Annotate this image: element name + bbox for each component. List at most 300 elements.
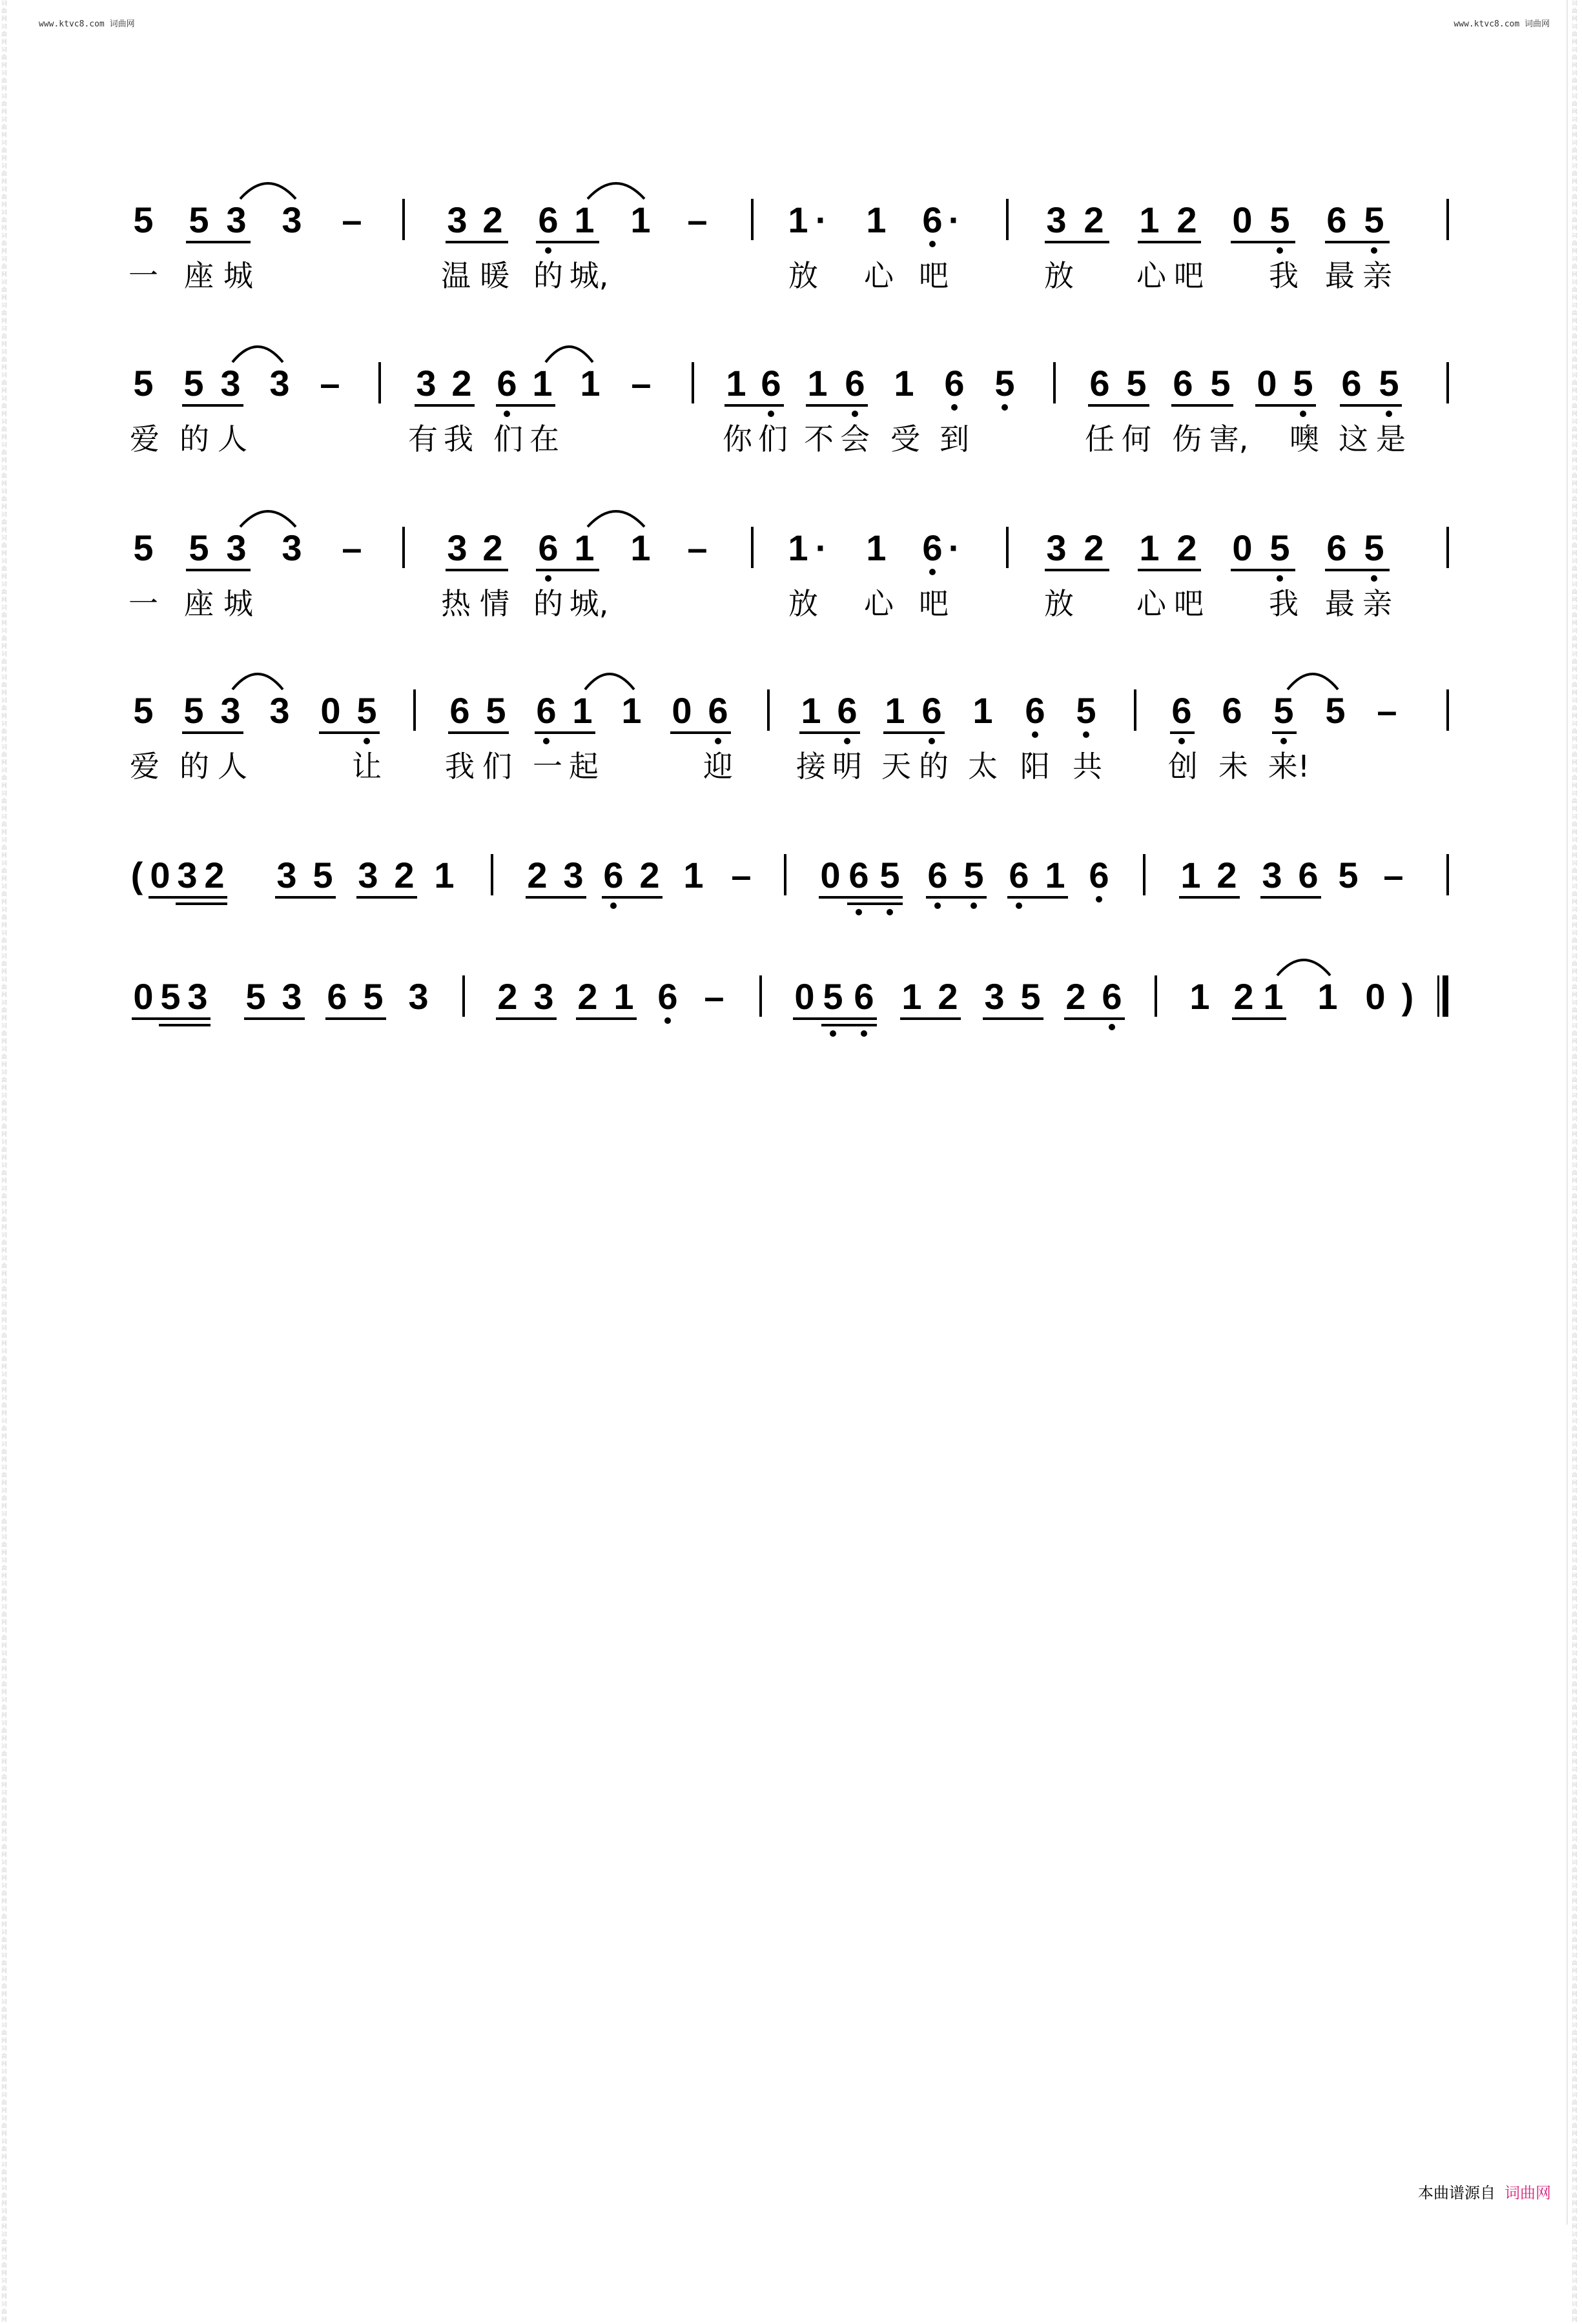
eighth-underline <box>883 731 945 734</box>
note-digit: 1 <box>866 199 887 240</box>
note-digit: 1 <box>1045 855 1065 895</box>
low-octave-dot <box>887 909 893 915</box>
lyric-syllable: 城 <box>223 258 253 293</box>
bar-line <box>751 527 754 568</box>
lyric-syllable: 一 <box>533 749 562 784</box>
note-digit: 2 <box>577 976 598 1017</box>
lyric-syllable: 伤 <box>1172 422 1202 456</box>
eighth-underline <box>446 569 508 571</box>
lyric-syllable: 们 <box>758 422 788 456</box>
lyric-syllable: 迎 <box>703 749 733 784</box>
note-digit: 3 <box>358 855 378 895</box>
eighth-underline <box>900 1017 961 1020</box>
lyric-syllable: 这 <box>1339 422 1368 456</box>
note-digit: 6 <box>922 199 943 240</box>
lyric-syllable: 座 <box>184 586 214 621</box>
lyric-syllable: 未 <box>1218 749 1248 784</box>
note-digit: 2 <box>1084 527 1104 568</box>
note-digit: 3 <box>187 976 208 1017</box>
eighth-underline <box>1179 896 1240 899</box>
lyric-syllable: 吧 <box>1174 258 1204 293</box>
bar-line <box>1446 362 1449 403</box>
note-digit: · <box>815 527 828 568</box>
tie-slur <box>585 674 634 689</box>
note-digit: 5 <box>1293 363 1313 403</box>
lyric-syllable: 的 <box>533 586 563 621</box>
lyric-syllable: 是 <box>1376 422 1406 456</box>
note-digit: · <box>948 199 961 240</box>
lyric-syllable: 来! <box>1268 749 1310 784</box>
note-digit: 2 <box>1176 527 1197 568</box>
lyric-syllable: 城, <box>569 586 609 621</box>
tie-slur <box>1288 674 1338 689</box>
final-bar-thick <box>1443 975 1448 1017</box>
note-digit: 3 <box>1046 199 1067 240</box>
low-octave-dot <box>610 902 617 909</box>
lyric-syllable: 们 <box>482 749 512 784</box>
low-octave-dot <box>951 404 958 411</box>
note-digit: 5 <box>1338 855 1359 895</box>
note-digit: 5 <box>133 690 154 731</box>
bar-line <box>462 975 465 1017</box>
eighth-underline <box>926 896 987 899</box>
note-digit: 6 <box>603 855 624 895</box>
tie-slur <box>1277 960 1330 975</box>
low-octave-dot <box>856 909 862 915</box>
note-digit: 1 <box>532 363 553 403</box>
note-digit: 6 <box>854 976 874 1017</box>
note-digit: 1 <box>613 976 634 1017</box>
eighth-underline <box>1170 731 1195 734</box>
eighth-underline <box>1007 896 1068 899</box>
bar-line <box>1006 527 1009 568</box>
note-digit: 0 <box>150 855 170 895</box>
eighth-underline <box>1138 569 1201 571</box>
eighth-underline <box>1255 404 1316 407</box>
note-digit: 2 <box>1233 976 1254 1017</box>
eighth-underline <box>356 896 417 899</box>
lyric-syllable: 的 <box>180 749 209 784</box>
note-digit: 3 <box>984 976 1005 1017</box>
bar-line <box>491 854 493 895</box>
eighth-underline <box>793 1017 877 1020</box>
note-digit: 1 <box>1263 976 1284 1017</box>
note-digit: 6 <box>449 690 470 731</box>
lyric-syllable: 吧 <box>919 258 949 293</box>
low-octave-dot <box>934 902 941 909</box>
note-digit: 2 <box>938 976 958 1017</box>
low-octave-dot <box>1371 575 1377 582</box>
lyric-syllable: 任 <box>1085 422 1115 456</box>
note-digit: – <box>704 976 724 1017</box>
note-digit: 2 <box>451 363 472 403</box>
note-digit: 3 <box>282 527 302 568</box>
eighth-underline <box>415 404 475 407</box>
note-digit: 3 <box>1046 527 1067 568</box>
note-digit: 5 <box>1126 363 1147 403</box>
note-digit: ( <box>130 855 143 895</box>
note-digit: 5 <box>133 199 154 240</box>
note-digit: 6 <box>1102 976 1122 1017</box>
note-digit: 1 <box>574 199 595 240</box>
lyric-syllable: 放 <box>1044 258 1074 293</box>
note-digit: 5 <box>189 527 209 568</box>
lyric-syllable: 一 <box>128 586 158 621</box>
lyric-syllable: 最 <box>1325 586 1355 621</box>
note-digit: – <box>1383 855 1404 895</box>
lyric-syllable: 心 <box>864 258 894 293</box>
lyric-syllable: 城 <box>223 586 253 621</box>
lyric-syllable: 阳 <box>1020 749 1050 784</box>
eighth-underline <box>275 896 336 899</box>
lyric-syllable: 我 <box>445 749 475 784</box>
lyric-syllable: 接 <box>796 749 826 784</box>
eighth-underline <box>1045 569 1109 571</box>
note-digit: ) <box>1401 976 1414 1017</box>
eighth-underline <box>496 404 555 407</box>
note-digit: 6 <box>1173 363 1193 403</box>
eighth-underline <box>1171 404 1233 407</box>
eighth-underline <box>576 1017 637 1020</box>
lyric-syllable: 我 <box>1269 586 1299 621</box>
lyric-syllable: 情 <box>480 586 509 621</box>
note-digit: 5 <box>1269 199 1290 240</box>
low-octave-dot <box>1300 411 1306 417</box>
bar-line <box>1446 689 1449 731</box>
note-digit: 1 <box>726 363 746 403</box>
eighth-underline <box>670 731 731 734</box>
footer-brand-link[interactable]: 词曲网 <box>1505 2184 1551 2202</box>
note-digit: – <box>320 363 340 403</box>
low-octave-dot <box>830 1030 836 1037</box>
lyric-syllable: 人 <box>218 422 247 456</box>
bar-line <box>1143 854 1145 895</box>
note-digit: 0 <box>1232 527 1253 568</box>
low-octave-dot <box>1032 731 1038 738</box>
eighth-underline <box>799 731 860 734</box>
eighth-underline <box>1064 1017 1125 1020</box>
low-octave-dot <box>929 738 935 744</box>
note-digit: 1 <box>788 199 808 240</box>
low-octave-dot <box>1109 1024 1115 1030</box>
eighth-underline <box>496 1017 557 1020</box>
lyric-syllable: 一 <box>128 258 158 293</box>
note-digit: 1 <box>580 363 601 403</box>
note-digit: 2 <box>639 855 660 895</box>
lyric-syllable: 吧 <box>919 586 949 621</box>
note-digit: 0 <box>1257 363 1277 403</box>
note-digit: 2 <box>1176 199 1197 240</box>
low-octave-dot <box>1016 902 1022 909</box>
tie-slur <box>240 511 296 527</box>
note-digit: 1 <box>434 855 455 895</box>
note-digit: 6 <box>1341 363 1362 403</box>
lyric-syllable: 的 <box>180 422 209 456</box>
note-digit: 0 <box>133 976 154 1017</box>
note-digit: 5 <box>486 690 506 731</box>
eighth-underline <box>1088 404 1149 407</box>
note-digit: · <box>948 527 961 568</box>
low-octave-dot <box>1096 896 1102 902</box>
note-digit: 6 <box>848 855 869 895</box>
eighth-underline <box>819 896 903 899</box>
sixteenth-underline <box>176 902 227 905</box>
lyric-syllable: 心 <box>1136 586 1166 621</box>
eighth-underline <box>983 1017 1043 1020</box>
note-digit: 0 <box>672 690 692 731</box>
note-digit: 6 <box>944 363 965 403</box>
eighth-underline <box>724 404 784 407</box>
low-octave-dot <box>852 411 858 417</box>
lyric-syllable: 人 <box>218 749 247 784</box>
note-digit: 3 <box>226 527 247 568</box>
note-digit: 1 <box>1180 855 1201 895</box>
tie-slur <box>240 183 296 199</box>
note-digit: 5 <box>133 363 154 403</box>
note-digit: 6 <box>536 690 557 731</box>
note-digit: 1 <box>574 527 595 568</box>
low-octave-dot <box>1277 575 1283 582</box>
lyric-syllable: 我 <box>1269 258 1299 293</box>
note-digit: 6 <box>922 527 943 568</box>
note-digit: 3 <box>220 363 241 403</box>
eighth-underline <box>186 241 251 243</box>
bar-line <box>1155 975 1157 1017</box>
note-digit: 3 <box>220 690 241 731</box>
note-digit: – <box>687 527 708 568</box>
note-digit: 1 <box>885 690 905 731</box>
note-digit: 1 <box>788 527 808 568</box>
eighth-underline <box>319 731 380 734</box>
low-octave-dot <box>1178 738 1185 744</box>
note-digit: 3 <box>269 690 290 731</box>
lyric-syllable: 天 <box>881 749 911 784</box>
note-digit: 6 <box>1326 199 1347 240</box>
eighth-underline <box>1260 896 1321 899</box>
note-digit: · <box>815 199 828 240</box>
lyric-syllable: 城, <box>569 258 609 293</box>
lyric-syllable: 共 <box>1073 749 1102 784</box>
note-digit: 5 <box>356 690 377 731</box>
footer-source <box>1418 2180 1551 2203</box>
lyric-syllable: 你 <box>723 422 752 456</box>
note-digit: 3 <box>282 976 302 1017</box>
low-octave-dot <box>545 575 551 582</box>
eighth-underline <box>182 731 243 734</box>
note-digit: 0 <box>794 976 815 1017</box>
note-digit: 1 <box>630 199 651 240</box>
lyric-syllable: 到 <box>940 422 969 456</box>
low-octave-dot <box>1386 411 1392 417</box>
lyric-syllable: 受 <box>890 422 920 456</box>
low-octave-dot <box>364 738 370 744</box>
bar-line <box>759 975 762 1017</box>
eighth-underline <box>1231 241 1295 243</box>
bar-line <box>1446 854 1449 895</box>
low-octave-dot <box>545 247 551 254</box>
note-digit: 1 <box>866 527 887 568</box>
note-digit: 2 <box>1065 976 1086 1017</box>
note-digit: 5 <box>823 976 843 1017</box>
eighth-underline <box>536 569 599 571</box>
note-digit: 6 <box>845 363 865 403</box>
footer-source-label: 本曲谱源自 <box>1418 2184 1495 2202</box>
eighth-underline <box>325 1017 386 1020</box>
bar-line <box>1446 527 1449 568</box>
note-digit: 5 <box>994 363 1015 403</box>
note-digit: 1 <box>901 976 922 1017</box>
low-octave-dot <box>715 738 721 744</box>
lyric-syllable: 温 <box>441 258 471 293</box>
note-digit: 3 <box>408 976 429 1017</box>
note-digit: 6 <box>921 690 942 731</box>
eighth-underline <box>1325 241 1390 243</box>
note-digit: 5 <box>183 363 204 403</box>
note-digit: 3 <box>1262 855 1282 895</box>
bar-line <box>692 362 694 403</box>
lyric-syllable: 何 <box>1122 422 1151 456</box>
lyric-syllable: 不 <box>804 422 834 456</box>
note-digit: 6 <box>538 527 559 568</box>
eighth-underline <box>535 731 595 734</box>
low-octave-dot <box>929 241 936 247</box>
note-digit: 2 <box>1084 199 1104 240</box>
right-watermark-strip: 词曲网词曲网词曲网词曲网词曲网词曲网词曲网词曲网词曲网词曲网词曲网词曲网词曲网词曲网词曲网词曲网词曲网词曲网词曲网词曲网词曲网词曲网词曲网词曲网词曲网词曲网词曲网词曲网词曲网词曲网词曲网词曲网词曲网词曲网词曲网词曲网词曲网词曲网词曲网词曲网词曲网词曲网词曲网词曲网词曲网词曲网词曲网词曲网词曲网词曲网词曲网词曲网词曲网词曲网词曲网词曲网词曲网词曲网词曲网词曲网词曲网词曲网词曲网词曲网词曲网词曲网词曲网词曲网词曲网词曲网词曲网词曲网词曲网词曲网词曲网词曲网词曲网词曲网词曲网词曲网词曲网词曲网词曲网词曲网词曲网词曲网词曲网词曲网词曲网词曲网词曲网词曲网词曲网词曲网词曲网词曲网词曲网词曲网词曲网词曲网 <box>1572 1 1578 2323</box>
eighth-underline <box>1272 731 1297 734</box>
note-digit: – <box>342 527 362 568</box>
lyric-syllable: 的 <box>919 749 949 784</box>
note-digit: 6 <box>1009 855 1029 895</box>
lyric-syllable: 让 <box>352 749 382 784</box>
note-digit: – <box>1377 690 1397 731</box>
bar-line <box>402 527 405 568</box>
eighth-underline <box>446 241 508 243</box>
note-digit: 5 <box>245 976 266 1017</box>
note-digit: 5 <box>183 690 204 731</box>
note-digit: 6 <box>708 690 728 731</box>
lyric-syllable: 起 <box>569 749 599 784</box>
eighth-underline <box>536 241 599 243</box>
eighth-underline <box>149 896 227 899</box>
note-digit: 5 <box>1364 199 1384 240</box>
note-digit: 6 <box>1222 690 1242 731</box>
eighth-underline <box>1138 241 1201 243</box>
tie-slur <box>588 183 644 199</box>
tie-slur <box>588 511 644 527</box>
note-digit: 3 <box>563 855 584 895</box>
low-octave-dot <box>1371 247 1377 254</box>
sixteenth-underline <box>821 1024 877 1026</box>
eighth-underline <box>244 1017 305 1020</box>
lyric-syllable: 亲 <box>1362 258 1392 293</box>
note-digit: 5 <box>1210 363 1231 403</box>
note-digit: 3 <box>447 527 467 568</box>
header-right-watermark: www.ktvc8.com 词曲网 <box>1454 19 1550 29</box>
eighth-underline <box>1045 241 1109 243</box>
note-digit: 2 <box>482 199 503 240</box>
eighth-underline <box>186 569 251 571</box>
lyric-syllable: 有 <box>408 422 438 456</box>
note-digit: 6 <box>497 363 517 403</box>
note-digit: 1 <box>630 527 651 568</box>
note-digit: 5 <box>1325 690 1346 731</box>
note-digit: 3 <box>282 199 302 240</box>
lyric-syllable: 放 <box>788 586 818 621</box>
eighth-underline <box>1325 569 1390 571</box>
note-digit: 5 <box>1364 527 1384 568</box>
sixteenth-underline <box>159 1024 211 1026</box>
note-digit: 1 <box>1139 527 1160 568</box>
note-digit: 6 <box>837 690 858 731</box>
note-digit: 3 <box>269 363 290 403</box>
note-digit: 0 <box>1365 976 1386 1017</box>
note-digit: 1 <box>683 855 704 895</box>
note-digit: 6 <box>1298 855 1319 895</box>
note-digit: 2 <box>1217 855 1237 895</box>
lyric-syllable: 我 <box>444 422 473 456</box>
low-octave-dot <box>844 738 850 744</box>
lyric-syllable: 暖 <box>480 258 509 293</box>
lyric-syllable: 会 <box>840 422 870 456</box>
low-octave-dot <box>664 1017 671 1024</box>
note-digit: 5 <box>963 855 984 895</box>
note-digit: 6 <box>538 199 559 240</box>
note-digit: 2 <box>527 855 548 895</box>
final-bar-thin <box>1437 975 1439 1017</box>
note-digit: 6 <box>761 363 781 403</box>
lyric-syllable: 太 <box>968 749 998 784</box>
note-digit: 3 <box>276 855 297 895</box>
eighth-underline <box>132 1017 211 1020</box>
note-digit: 0 <box>820 855 841 895</box>
note-digit: 6 <box>1326 527 1347 568</box>
low-octave-dot <box>768 411 774 417</box>
left-watermark-strip: 词曲网词曲网词曲网词曲网词曲网词曲网词曲网词曲网词曲网词曲网词曲网词曲网词曲网词曲网词曲网词曲网词曲网词曲网词曲网词曲网词曲网词曲网词曲网词曲网词曲网词曲网词曲网词曲网词曲网词曲网词曲网词曲网词曲网词曲网词曲网词曲网词曲网词曲网词曲网词曲网词曲网词曲网词曲网词曲网词曲网词曲网词曲网词曲网词曲网词曲网词曲网词曲网词曲网词曲网词曲网词曲网词曲网词曲网词曲网词曲网词曲网词曲网词曲网词曲网词曲网词曲网词曲网词曲网词曲网词曲网词曲网词曲网词曲网词曲网词曲网词曲网词曲网词曲网词曲网词曲网词曲网词曲网词曲网词曲网词曲网词曲网词曲网词曲网词曲网词曲网词曲网词曲网词曲网词曲网词曲网词曲网词曲网词曲网词曲网词曲网 <box>1 1 8 2323</box>
note-digit: 3 <box>416 363 437 403</box>
note-digit: 3 <box>177 855 198 895</box>
tie-slur <box>232 347 283 362</box>
tie-slur <box>232 674 283 689</box>
note-digit: 5 <box>160 976 181 1017</box>
note-digit: 2 <box>482 527 503 568</box>
eighth-underline <box>806 404 868 407</box>
note-digit: 3 <box>447 199 467 240</box>
sixteenth-underline <box>847 902 903 905</box>
eighth-underline <box>526 896 586 899</box>
note-digit: 5 <box>313 855 333 895</box>
note-digit: 5 <box>879 855 900 895</box>
note-digit: 0 <box>320 690 341 731</box>
note-digit: 2 <box>497 976 518 1017</box>
note-digit: 5 <box>363 976 384 1017</box>
bar-line <box>784 854 786 895</box>
note-digit: 0 <box>1232 199 1253 240</box>
low-octave-dot <box>504 411 510 417</box>
low-octave-dot <box>971 902 977 909</box>
bar-line <box>413 689 416 731</box>
lyric-syllable: 爱 <box>130 749 159 784</box>
note-digit: 1 <box>894 363 914 403</box>
bar-line <box>1053 362 1056 403</box>
note-digit: 5 <box>189 199 209 240</box>
note-digit: 1 <box>1189 976 1210 1017</box>
note-digit: 1 <box>621 690 642 731</box>
note-digit: 6 <box>1089 363 1110 403</box>
bar-line <box>1006 199 1009 240</box>
note-digit: 5 <box>133 527 154 568</box>
note-digit: 3 <box>533 976 554 1017</box>
lyric-syllable: 吧 <box>1174 586 1204 621</box>
